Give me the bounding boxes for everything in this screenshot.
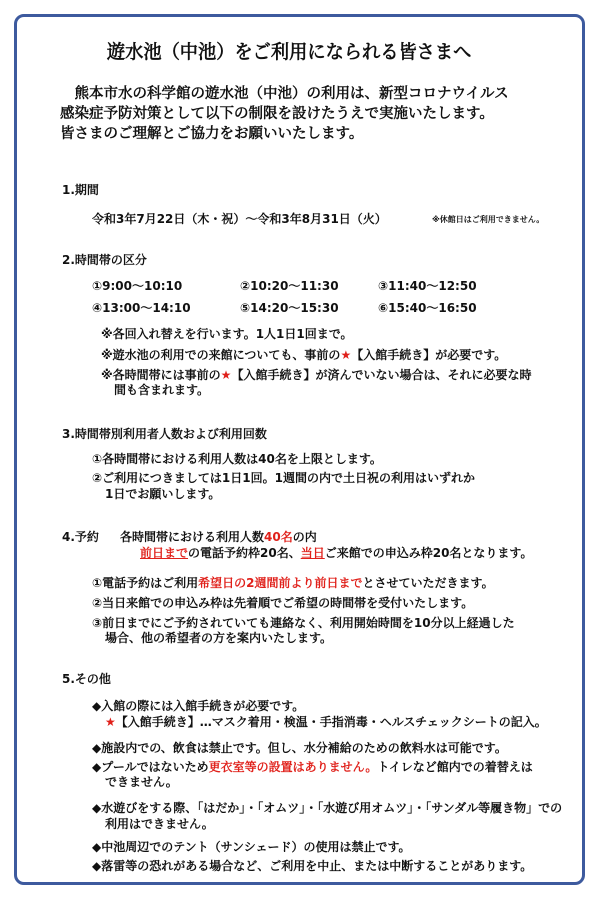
- star-icon: ★: [220, 368, 232, 382]
- capacity-item-1: ①各時間帯における利用人数は40名を上限とします。: [92, 452, 382, 466]
- star-icon: ★: [105, 715, 116, 729]
- page-title: 遊水池（中池）をご利用になられる皆さまへ: [106, 41, 472, 63]
- other-bullet-3-cont: できません。: [105, 775, 178, 789]
- other-bullet-4: ◆水遊びをする際、「はだか」・「オムツ」・「水遊び用オムツ」・「サンダル等履き物」での: [92, 801, 563, 815]
- section-4-heading: 4.予約: [62, 530, 99, 544]
- section-2-heading: 2.時間帯の区分: [62, 253, 147, 267]
- reservation-item-3: ③前日までにご予約されていても連絡なく、利用開始時間を10分以上経過した: [92, 616, 515, 630]
- time-slot-1: ①9:00～10:10: [92, 279, 183, 293]
- section-3-heading: 3.時間帯別利用者人数および利用回数: [62, 427, 267, 441]
- reservation-item-3-cont: 場合、他の希望者の方を案内いたします。: [105, 631, 333, 645]
- period-note: ※休館日はご利用できません。: [432, 215, 545, 224]
- other-bullet-3: ◆プールではないため更衣室等の設置はありません。トイレなど館内での着替えは: [92, 760, 533, 774]
- slot-note-1: ※各回入れ替えを行います。1人1日1回まで。: [101, 327, 353, 341]
- reservation-item-2: ②当日来館での申込み枠は先着順でご希望の時間帯を受付いたします。: [92, 596, 474, 610]
- time-slot-2: ②10:20～11:30: [240, 279, 339, 293]
- star-icon: ★: [340, 348, 352, 362]
- other-bullet-1-cont: ★【入館手続き】…マスク着用・検温・手指消毒・ヘルスチェックシートの記入。: [105, 715, 547, 729]
- capacity-item-2-cont: 1日でお願いします。: [105, 487, 221, 501]
- slot-note-2: ※遊水池の利用での来館についても、事前の★【入館手続き】が必要です。: [101, 348, 507, 362]
- time-slot-5: ⑤14:20～15:30: [240, 301, 339, 315]
- time-slot-4: ④13:00～14:10: [92, 301, 191, 315]
- intro-line-1: 熊本市水の科学館の遊水池（中池）の利用は、新型コロナウイルス: [60, 86, 509, 102]
- reservation-line-1: 各時間帯における利用人数40名の内: [120, 530, 317, 544]
- period-text: 令和3年7月22日（木・祝）～令和3年8月31日（火）: [92, 212, 387, 226]
- capacity-item-2: ②ご利用につきましては1日1回。1週間の内で土日祝の利用はいずれか: [92, 471, 475, 485]
- other-bullet-6: ◆落雷等の恐れがある場合など、ご利用を中止、または中断することがあります。: [92, 859, 533, 873]
- reservation-item-1: ①電話予約はご利用希望日の2週間前より前日までとさせていただきます。: [92, 576, 494, 590]
- other-bullet-2: ◆施設内での、飲食は禁止です。但し、水分補給のための飲料水は可能です。: [92, 741, 507, 755]
- slot-note-3: ※各時間帯には事前の★【入館手続き】が済んでいない場合は、それに必要な時: [101, 368, 532, 382]
- time-slot-6: ⑥15:40～16:50: [378, 301, 477, 315]
- other-bullet-4-cont: 利用はできません。: [105, 817, 214, 831]
- other-bullet-5: ◆中池周辺でのテント（サンシェード）の使用は禁止です。: [92, 840, 411, 854]
- reservation-line-2: 前日までの電話予約枠20名、当日ご来館での申込み枠20名となります。: [140, 546, 533, 560]
- section-5-heading: 5.その他: [62, 672, 111, 686]
- intro-line-3: 皆さまのご理解とご協力をお願いいたします。: [60, 126, 364, 142]
- intro-line-2: 感染症予防対策として以下の制限を設けたうえで実施いたします。: [60, 106, 494, 122]
- other-bullet-1: ◆入館の際には入館手続きが必要です。: [92, 699, 305, 713]
- time-slot-3: ③11:40～12:50: [378, 279, 477, 293]
- slot-note-3-cont: 間も含まれます。: [114, 383, 210, 397]
- section-1-heading: 1.期間: [62, 183, 99, 197]
